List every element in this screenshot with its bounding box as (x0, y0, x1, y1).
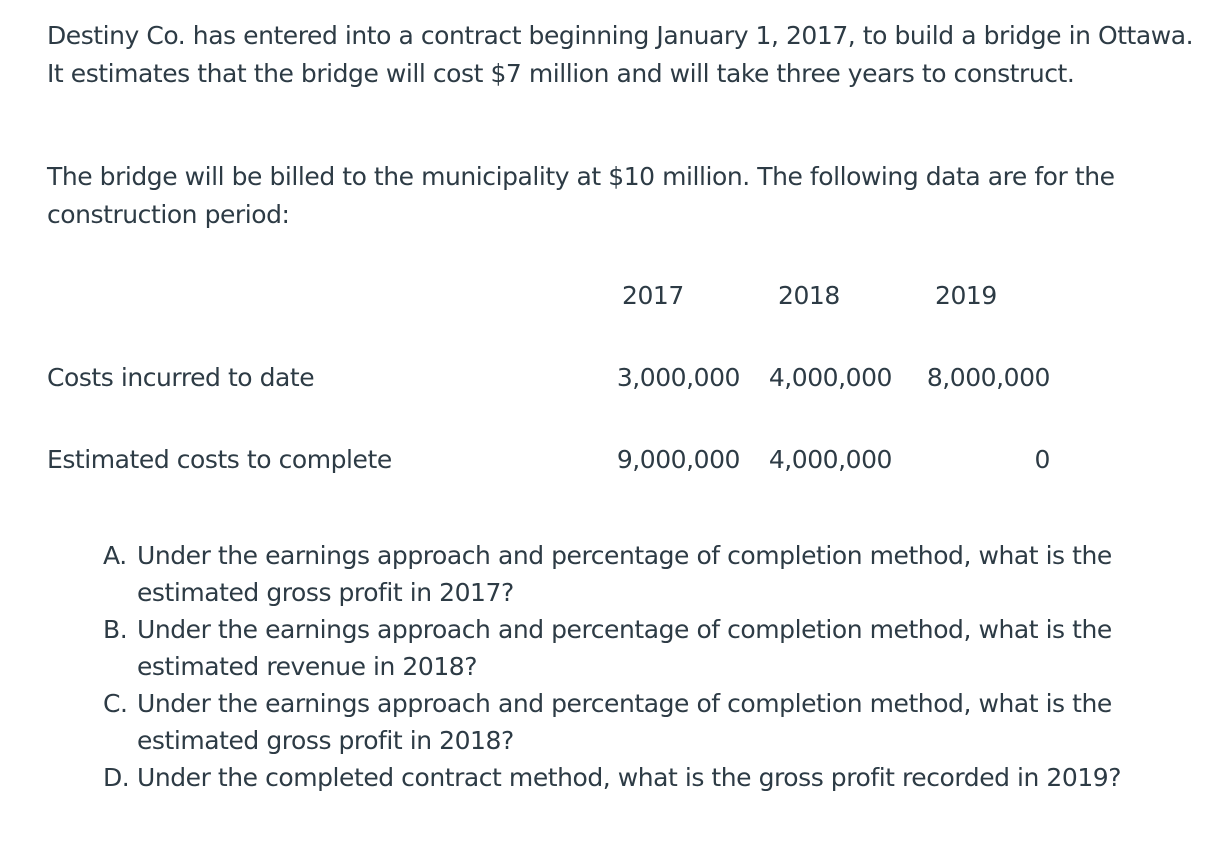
year-header-2018: 2018 (778, 281, 840, 310)
row-label-costs-incurred: Costs incurred to date (47, 363, 315, 392)
question-marker: D. (103, 763, 130, 792)
question-marker: C. (103, 689, 128, 718)
row-label-estimated-costs: Estimated costs to complete (47, 445, 392, 474)
intro-paragraph: Destiny Co. has entered into a contract beginning January 1, 2017, to build a bridge in Ottawa. It estimates that the bridge will cost $7 million and will take three years to construct. (47, 21, 1194, 88)
question-text: Under the earnings approach and percentage of completion method, what is the estimated gross profit in 2018? (137, 689, 1112, 755)
cell-estimated-costs-2017: 9,000,000 (616, 445, 740, 474)
billing-paragraph: The bridge will be billed to the municipality at $10 million. The following data are for the construction period: (47, 162, 1115, 229)
question-text: Under the earnings approach and percentage of completion method, what is the estimated revenue in 2018? (137, 615, 1112, 681)
cell-estimated-costs-2018: 4,000,000 (768, 445, 892, 474)
question-b (103, 611, 1183, 685)
question-marker: A. (103, 541, 127, 570)
question-list (103, 537, 1183, 796)
question-c (103, 685, 1183, 759)
question-d (103, 759, 1183, 796)
question-marker: B. (103, 615, 128, 644)
year-header-2017: 2017 (622, 281, 684, 310)
question-a (103, 537, 1183, 611)
cell-estimated-costs-2019: 0 (1034, 445, 1050, 474)
year-header-2019: 2019 (935, 281, 997, 310)
cell-costs-incurred-2018: 4,000,000 (768, 363, 892, 392)
cell-costs-incurred-2019: 8,000,000 (926, 363, 1050, 392)
question-text: Under the earnings approach and percentage of completion method, what is the estimated gross profit in 2017? (137, 541, 1112, 607)
question-text: Under the completed contract method, what is the gross profit recorded in 2019? (137, 763, 1122, 792)
cell-costs-incurred-2017: 3,000,000 (616, 363, 740, 392)
